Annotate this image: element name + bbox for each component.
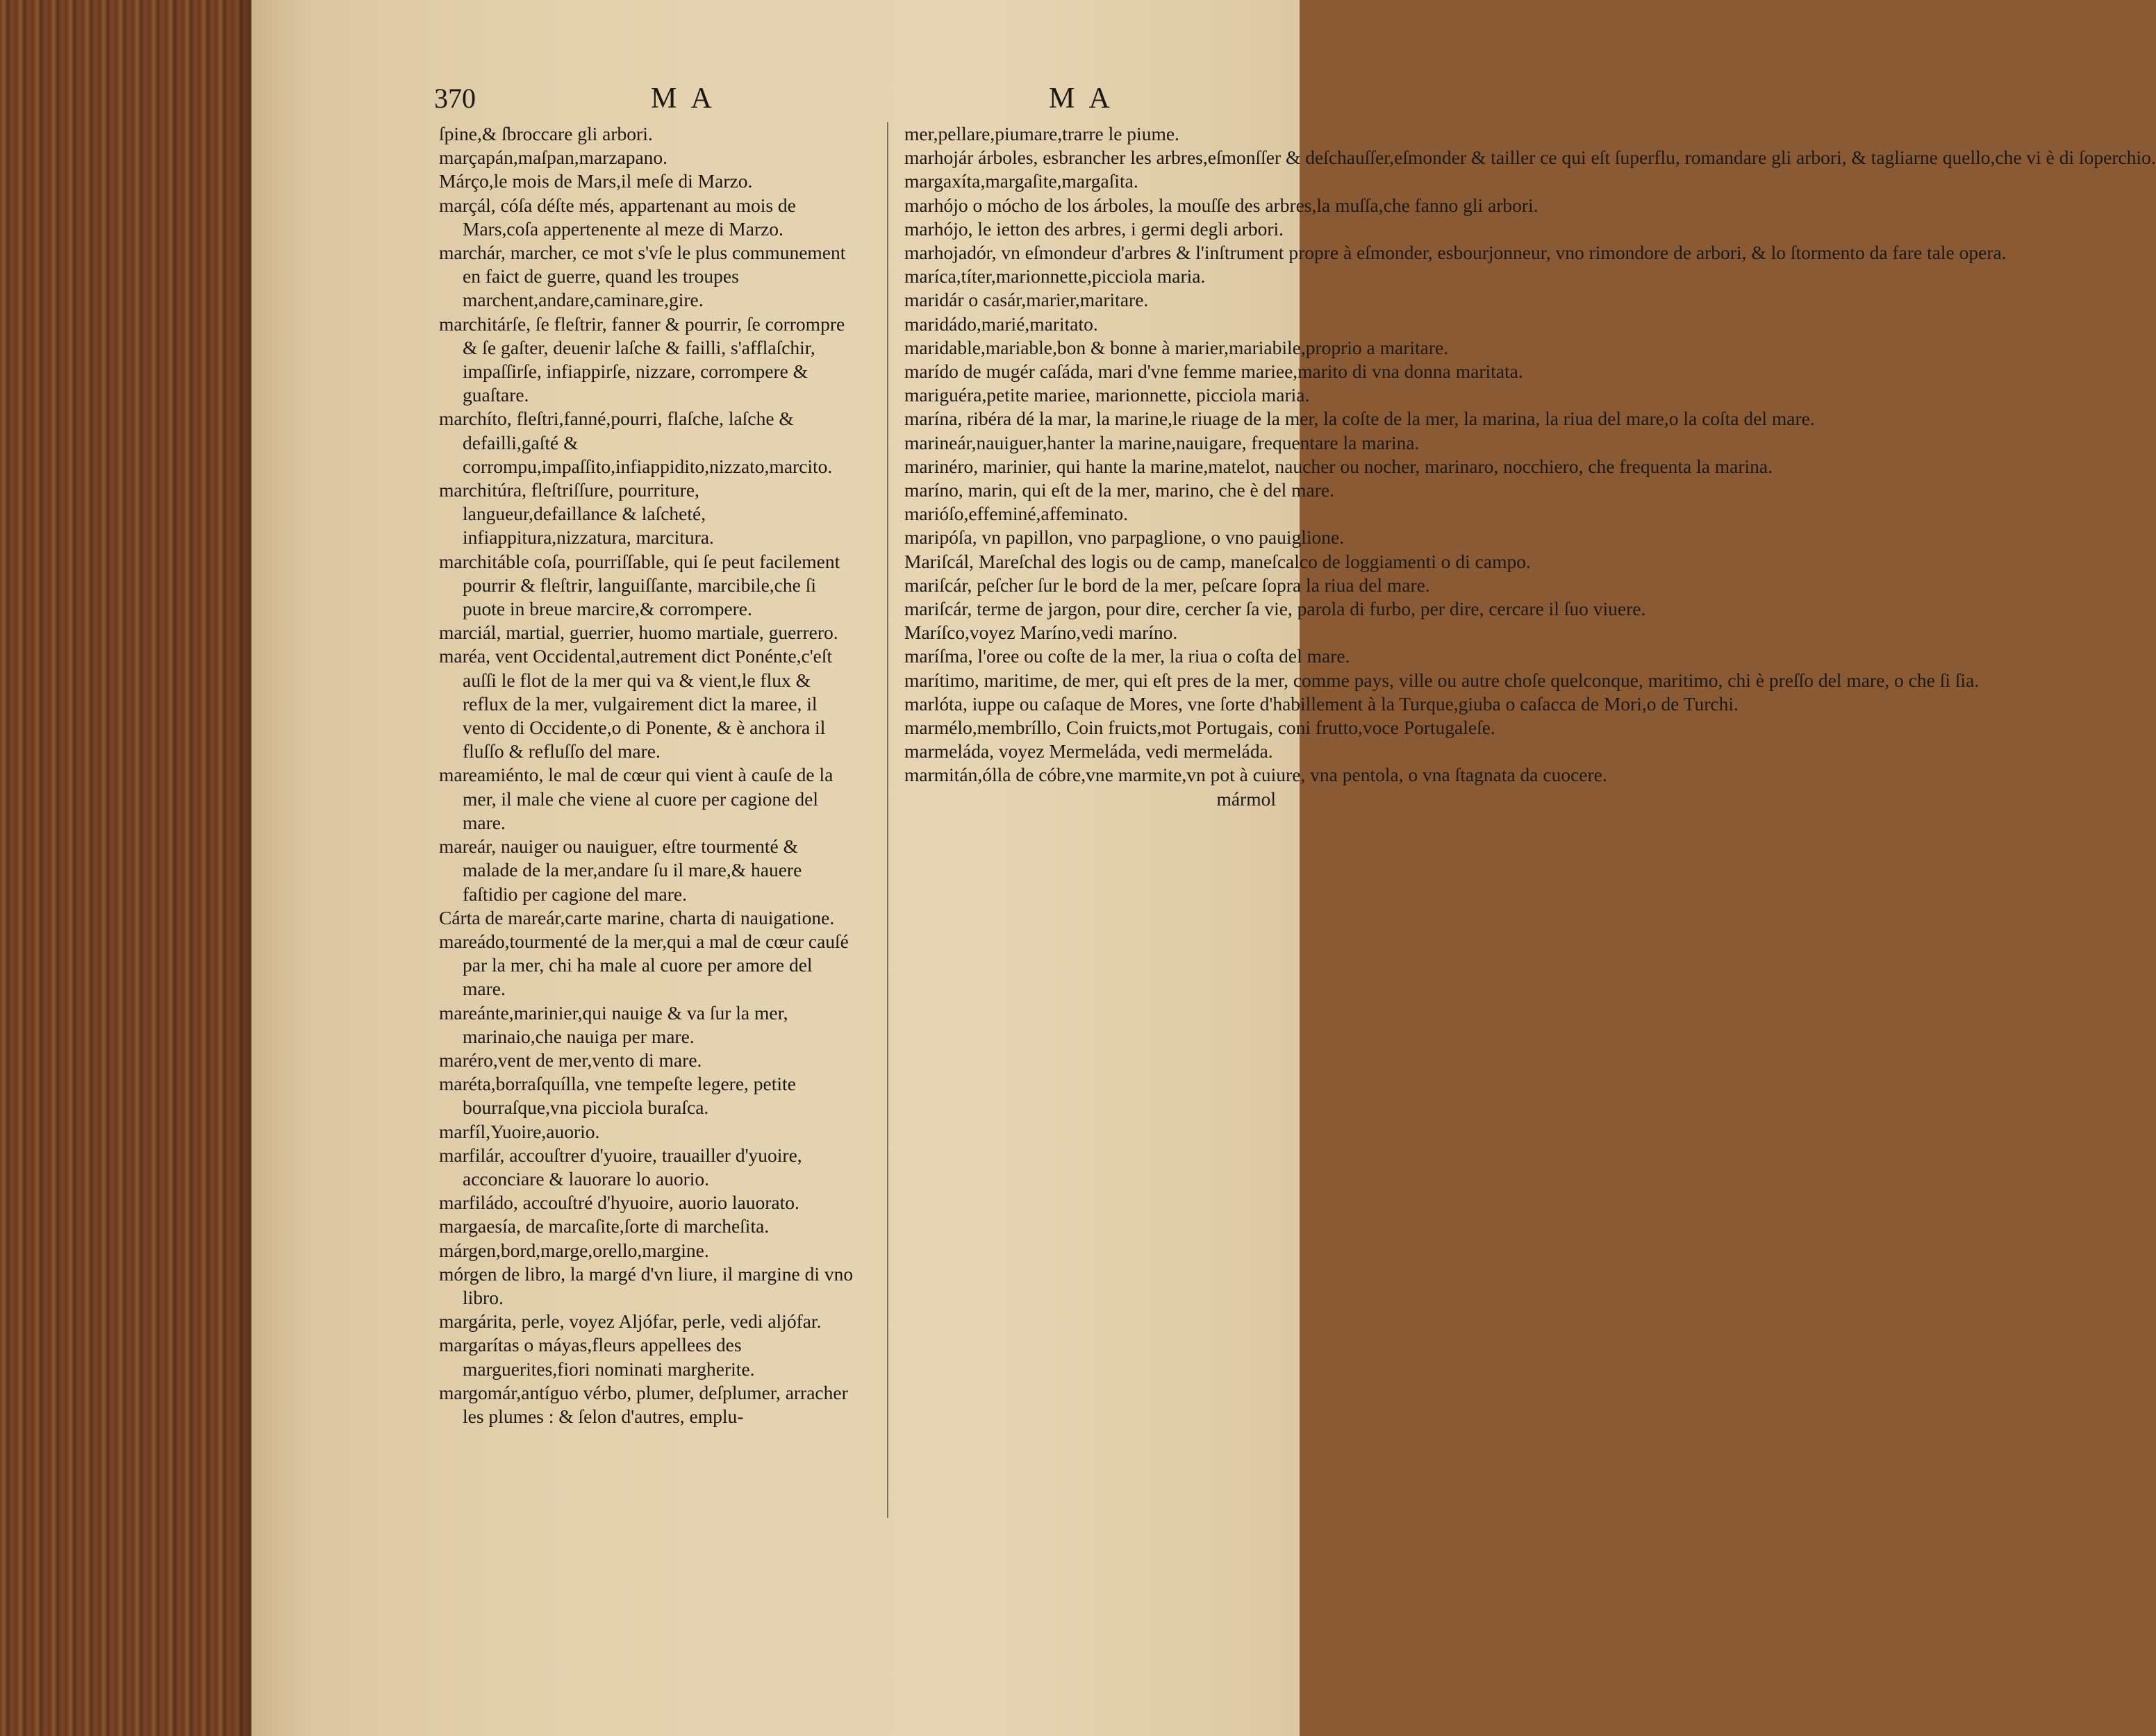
dictionary-entry: marçapán,maſpan,marzapano. (439, 147, 668, 169)
dictionary-entry: mareánte,marinier,qui nauige & va ſur la mer, marinaio,che nauiga per mare. (439, 1001, 788, 1047)
dictionary-entry: margaesía, de marcaſite,ſorte di marcheſita. (439, 1215, 770, 1237)
dictionary-entry: maréro,vent de mer,vento di mare. (439, 1049, 702, 1071)
dictionary-entry: marçál, cóſa déſte més, appartenant au mois de Mars,coſa appertenente al meze di Marzo. (439, 194, 796, 240)
dictionary-entry: marchitárſe, ſe fleſtrir, fanner & pourrir, ſe corrompre & ſe gaſter, deuenir laſche & failli, s'afflaſchir, impaſſirſe, infiappirſe, nizzare, corrompere & guaſtare. (439, 312, 845, 406)
dictionary-entry: marhójo, le ietton des arbres, i germi degli arbori. (904, 217, 1284, 240)
dictionary-entry: maripóſa, vn papillon, vno parpaglione, o vno pauiglione. (904, 526, 1345, 549)
dictionary-entry: marmitán,ólla de cóbre,vne marmite,vn pot à cuiure, vna pentola, o vna ſtagnata da cuocere. (904, 764, 1607, 786)
dictionary-entry: marítimo, maritime, de mer, qui eſt pres de la mer, comme pays, ville ou autre choſe quelconque, maritimo, chi è preſſo del mare, o che ſi ſia. (904, 669, 1980, 691)
dictionary-entry: márgen,bord,marge,orello,margine. (439, 1239, 709, 1261)
dictionary-entry: maréta,borraſquílla, vne tempeſte legere, petite bourraſque,vna picciola buraſca. (439, 1073, 796, 1119)
dictionary-entry: mer,pellare,piumare,trarre le piume. (904, 123, 1179, 144)
dictionary-entry: maridable,mariable,bon & bonne à marier,mariabile,proprio a maritare. (904, 336, 1449, 358)
dictionary-entry: Maríſco,voyez Maríno,vedi maríno. (904, 621, 1178, 644)
dictionary-entry: maríno, marin, qui eſt de la mer, marino, che è del mare. (904, 479, 1334, 501)
dictionary-entry: Mariſcál, Mareſchal des logis ou de camp, maneſcalco de loggiamenti o di campo. (904, 550, 1531, 572)
dictionary-entry: marhojár árboles, esbrancher les arbres,eſmonſſer & deſchauſſer,eſmonder & tailler ce qui eſt ſuperflu, romandare gli arbori, & tagliarne quello,che vi è di ſoperchio. (904, 147, 2156, 169)
dictionary-entry: margárita, perle, voyez Aljófar, perle, vedi aljófar. (439, 1310, 822, 1333)
dictionary-entry: Márço,le mois de Mars,il meſe di Marzo. (439, 170, 753, 192)
dictionary-entry: marído de mugér caſáda, mari d'vne femme mariee,marito di vna donna maritata. (904, 360, 1523, 383)
dictionary-entry: marfíl,Yuoire,auorio. (439, 1120, 600, 1142)
dictionary-entry: marchitúra, fleſtriſſure, pourriture, langueur,defaillance & laſcheté, infiappitura,nizzatura, marcitura. (439, 479, 714, 549)
dictionary-entry: marchíto, fleſtri,fanné,pourri, flaſche, laſche & defailli,gaſté & corrompu,impaſſito,infiappidito,nizzato,marcito. (439, 408, 833, 477)
dictionary-entry: maríca,títer,marionnette,picciola maria. (904, 265, 1206, 287)
dictionary-entry: marhojadór, vn eſmondeur d'arbres & l'inſtrument propre à eſmonder, esbourjonneur, vno rimondore de arbori, & lo ſtormento da fare tale opera. (904, 242, 2007, 264)
catchword: mármol (1216, 787, 1276, 810)
dictionary-entry: marineár,nauiguer,hanter la marine,nauigare, frequentare la marina. (904, 431, 1420, 453)
dictionary-entry: maríſma, l'oree ou coſte de la mer, la riua o coſta del mare. (904, 645, 1350, 667)
dictionary-entry: maréa, vent Occidental,autrement dict Ponénte,c'eſt auſſi le flot de la mer qui va & vient,le flux & reflux de la mer, vulgairement dict la maree, il vento di Occidente,o di Ponente, & è anchora il fluſſo & refluſſo del mare. (439, 645, 833, 762)
dictionary-entry: mareár, nauiger ou nauiguer, eſtre tourmenté & malade de la mer,andare ſu il mare,& hauere faſtidio per cagione del mare. (439, 835, 802, 905)
dictionary-entry: margarítas o máyas,fleurs appellees des marguerites,fiori nominati margherite. (439, 1334, 755, 1380)
dictionary-entry: marmeláda, voyez Mermeláda, vedi mermeláda. (904, 740, 1273, 762)
dictionary-entry: marlóta, iuppe ou caſaque de Mores, vne ſorte d'habillement à la Turque,giuba o caſacca de Mori,o de Turchi. (904, 692, 1739, 715)
dictionary-entry: Cárta de mareár,carte marine, charta di nauigatione. (439, 906, 835, 928)
column-divider (887, 122, 888, 1518)
dictionary-entry: marmélo,membríllo, Coin fruicts,mot Portugais, coni frutto,voce Portugaleſe. (904, 717, 1495, 739)
dictionary-entry: maridár o casár,marier,maritare. (904, 289, 1149, 311)
dictionary-entry: marchár, marcher, ce mot s'vſe le plus communement en faict de guerre, quand les troupes marchent,andare,caminare,gire. (439, 242, 846, 311)
dictionary-entry: mórgen de libro, la margé d'vn liure, il margine di vno libro. (439, 1262, 854, 1308)
book-spine-edge (0, 0, 254, 1736)
right-column-heading: M A (1049, 83, 1114, 115)
dictionary-entry: marhójo o mócho de los árboles, la mouſſe des arbres,la muſſa,che fanno gli arbori. (904, 194, 1539, 216)
left-column (439, 122, 856, 1428)
dictionary-entry: mariſcár, peſcher ſur le bord de la mer, peſcare ſopra la riua del mare. (904, 574, 1430, 596)
page-header (251, 82, 1300, 124)
dictionary-entry: marína, ribéra dé la mar, la marine,le riuage de la mer, la coſte de la mer, la marina, la riua del mare,o la coſta del mare. (904, 408, 1815, 430)
dictionary-page (251, 0, 2156, 1736)
dictionary-entry: mariſcár, terme de jargon, pour dire, cercher ſa vie, parola di furbo, per dire, cercare il ſuo viuere. (904, 598, 1646, 620)
dictionary-entry: maridádo,marié,maritato. (904, 312, 1098, 335)
dictionary-entry: mareádo,tourmenté de la mer,qui a mal de cœur cauſé par la mer, chi ha male al cuore per amore del mare. (439, 930, 849, 1000)
dictionary-entry: marfilár, accouſtrer d'yuoire, trauailler d'yuoire, acconciare & lauorare lo auorio. (439, 1144, 802, 1190)
right-column (904, 122, 2156, 811)
dictionary-entry: marciál, martial, guerrier, huomo martiale, guerrero. (439, 621, 838, 644)
dictionary-entry: mareamiénto, le mal de cœur qui vient à cauſe de la mer, il male che viene al cuore per cagione del mare. (439, 764, 834, 833)
left-column-heading: M A (651, 83, 716, 115)
dictionary-entry: margomár,antíguo vérbo, plumer, deſplumer, arracher les plumes : & ſelon d'autres, emplu- (439, 1381, 848, 1427)
dictionary-entry: marchitáble coſa, pourriſſable, qui ſe peut facilement pourrir & fleſtrir, languiſſante, marcibile,che ſi puote in breue marcire,& corrompere. (439, 550, 840, 620)
dictionary-entry: mariguéra,petite mariee, marionnette, picciola maria. (904, 384, 1310, 406)
dictionary-entry: marióſo,effeminé,affeminato. (904, 503, 1128, 525)
page-number: 370 (434, 83, 476, 114)
dictionary-entry: margaxíta,margaſite,margaſita. (904, 170, 1138, 192)
dictionary-entry: marfiládo, accouſtré d'hyuoire, auorio lauorato. (439, 1192, 799, 1214)
dictionary-entry: ſpine,& ſbroccare gli arbori. (439, 123, 653, 144)
dictionary-entry: marinéro, marinier, qui hante la marine,matelot, naucher ou nocher, marinaro, nocchiero, che frequenta la marina. (904, 455, 1773, 477)
